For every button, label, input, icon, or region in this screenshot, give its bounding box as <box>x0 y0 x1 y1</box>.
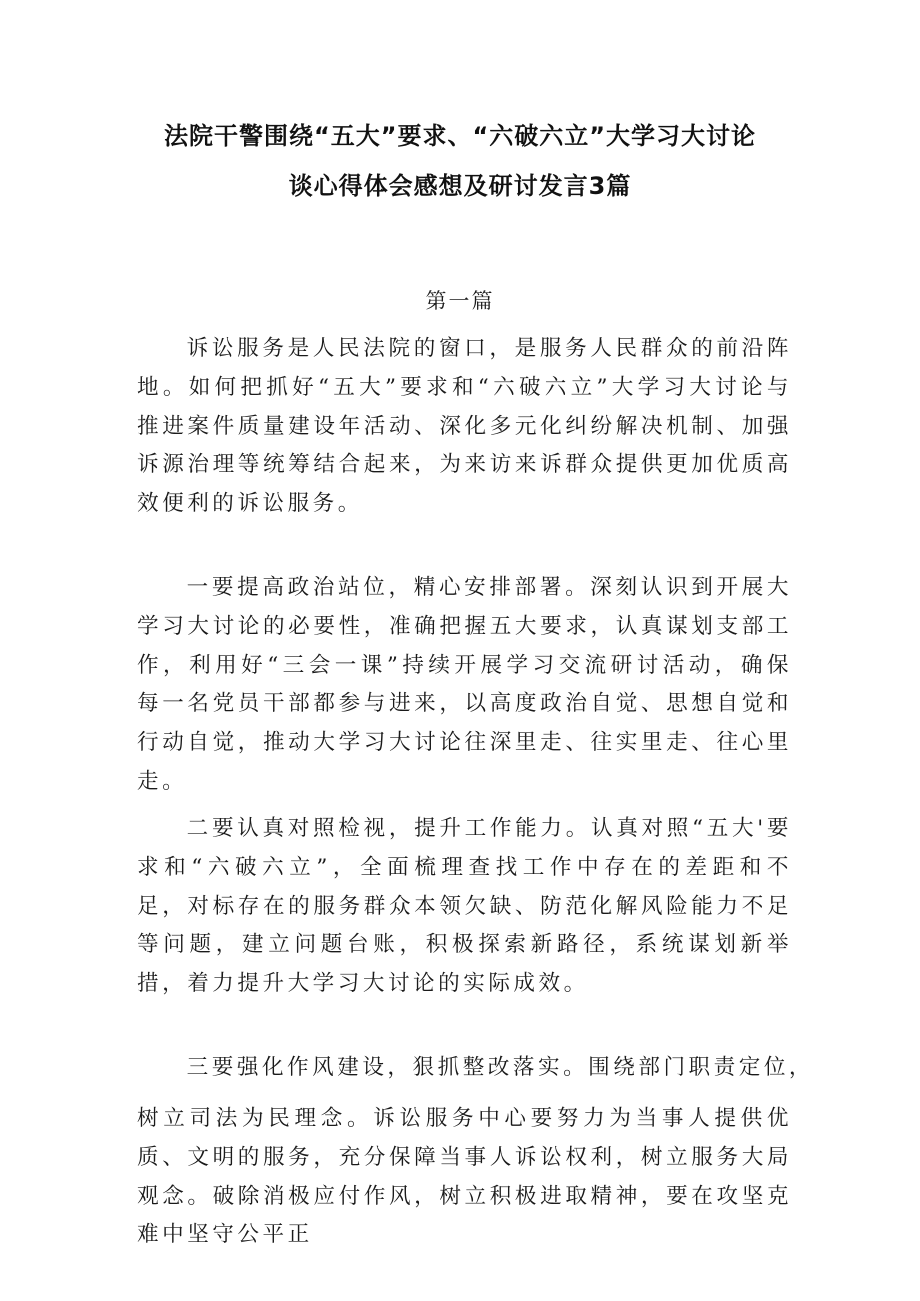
document-title-line-1: 法院干警围绕“五大”要求、“六破六立”大学习大讨论 <box>163 122 757 150</box>
paragraph-point-two: 二要认真对照检视，提升工作能力。认真对照“五大'要求和“六破六立”，全面梳理查找工作中存在的差距和不足，对标存在的服务群众本领欠缺、防范化解风险能力不足等问题，建立问题台账，积极探索新路径，系统谋划新举措，着力提升大学习大讨论的实际成效。 <box>137 816 792 997</box>
paragraph-intro: 诉讼服务是人民法院的窗口，是服务人民群众的前沿阵地。如何把抓好“五大”要求和“六破六立”大学习大讨论与推进案件质量建设年活动、深化多元化纠纷解决机制、加强诉源治理等统筹结合起来，为来访来诉群众提供更加优质高效便利的诉讼服务。 <box>137 336 792 517</box>
section-heading: 第一篇 <box>425 289 495 313</box>
paragraph-point-three-body: 树立司法为民理念。诉讼服务中心要努力为当事人提供优质、文明的服务，充分保障当事人诉讼权利，树立服务大局观念。破除消极应付作风，树立积极进取精神，要在攻坚克难中坚守公平正 <box>137 1106 792 1248</box>
paragraph-point-one: 一要提高政治站位，精心安排部署。深刻认识到开展大学习大讨论的必要性，准确把握五大要求，认真谋划支部工作，利用好“三会一课”持续开展学习交流研讨活动，确保每一名党员干部都参与进来，以高度政治自觉、思想自觉和行动自觉，推动大学习大讨论往深里走、往实里走、往心里走。 <box>137 575 792 794</box>
paragraph-point-three-lead: 三要强化作风建设，狠抓整改落实。围绕部门职责定位， <box>186 1055 815 1080</box>
document-title-line-2: 谈心得体会感想及研讨发言3篇 <box>288 172 632 200</box>
